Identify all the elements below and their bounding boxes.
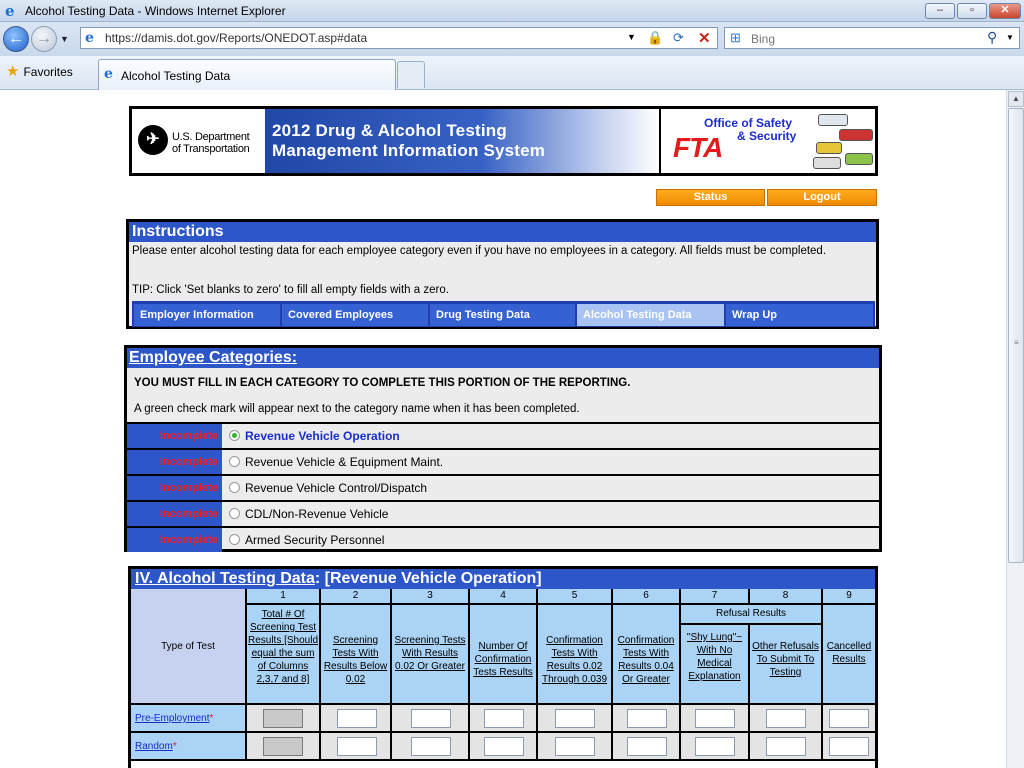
data-input[interactable] <box>337 737 377 756</box>
column-header-screening-below <box>321 605 392 705</box>
dot-name-line1: U.S. Department <box>172 131 250 143</box>
data-input[interactable] <box>627 737 667 756</box>
refusal-results-header: Refusal Results <box>681 605 823 625</box>
category-status: Incomplete <box>127 502 222 526</box>
alcohol-testing-heading <box>131 569 875 589</box>
green-check-note: A green check mark will appear next to the category name when it has been completed. <box>134 403 580 415</box>
table-cell <box>392 733 470 761</box>
category-name[interactable]: Armed Security Personnel <box>245 533 385 547</box>
category-radio[interactable] <box>229 456 240 467</box>
column-number: 6 <box>613 589 681 605</box>
category-radio[interactable] <box>229 430 240 441</box>
column-number: 3 <box>392 589 470 605</box>
total-screening-input <box>263 709 303 728</box>
page-icon: e <box>85 30 94 46</box>
table-cell <box>750 705 823 733</box>
new-tab-button[interactable] <box>397 61 425 88</box>
category-name[interactable]: Revenue Vehicle Operation <box>245 429 400 443</box>
column-number: 2 <box>321 589 392 605</box>
table-row-label <box>131 733 247 761</box>
scrollbar-thumb[interactable] <box>1008 108 1024 563</box>
logout-button[interactable]: Logout <box>767 189 877 206</box>
column-header-confirmation-greater <box>613 605 681 705</box>
data-input[interactable] <box>829 709 869 728</box>
table-cell <box>321 733 392 761</box>
tram-icon <box>845 153 873 165</box>
row-label-link[interactable]: Random <box>135 741 173 752</box>
refresh-icon[interactable]: ⟳ <box>673 30 684 45</box>
column-number: 8 <box>750 589 823 605</box>
table-cell <box>750 733 823 761</box>
data-input[interactable] <box>695 737 735 756</box>
column-header-other-refusals <box>750 625 823 705</box>
column-header-total-screening <box>247 605 321 705</box>
table-cell <box>681 705 750 733</box>
tab-drug-testing-data[interactable]: Drug Testing Data <box>430 304 577 326</box>
category-row[interactable] <box>127 448 879 474</box>
status-button[interactable]: Status <box>656 189 765 206</box>
table-cell <box>392 705 470 733</box>
data-input[interactable] <box>766 709 806 728</box>
category-row[interactable] <box>127 422 879 448</box>
category-row[interactable] <box>127 526 879 552</box>
minimize-button[interactable]: – <box>925 3 955 19</box>
tab-wrap-up[interactable]: Wrap Up <box>726 304 873 326</box>
window-title: Alcohol Testing Data - Windows Internet Explorer <box>25 4 286 18</box>
instructions-text: Please enter alcohol testing data for each employee category even if you have no employees in a category. All fields must be completed. <box>132 245 827 257</box>
category-radio[interactable] <box>229 534 240 545</box>
instructions-heading: Instructions <box>129 222 876 242</box>
scroll-up-icon[interactable]: ▲ <box>1008 91 1024 107</box>
column-header-text[interactable]: Confirmation Tests With Results 0.04 Or Greater <box>617 635 675 685</box>
column-header-text[interactable]: Screening Tests With Results Below 0.02 <box>323 635 388 685</box>
favorites-bar <box>0 56 1024 90</box>
row-label-link[interactable]: Pre-Employment <box>135 713 210 724</box>
tab-title: Alcohol Testing Data <box>121 69 231 83</box>
employee-categories-heading[interactable]: Employee Categories: <box>127 348 879 368</box>
data-input[interactable] <box>627 709 667 728</box>
type-of-test-header: Type of Test <box>131 589 247 705</box>
address-url[interactable]: https://damis.dot.gov/Reports/ONEDOT.asp#data <box>105 31 368 45</box>
tab-alcohol-testing-data[interactable]: Alcohol Testing Data <box>577 304 726 326</box>
column-header-screening-greater <box>392 605 470 705</box>
column-header-confirmation-range <box>538 605 613 705</box>
system-title-line1: 2012 Drug & Alcohol Testing <box>272 121 507 140</box>
stop-icon[interactable]: ✕ <box>698 30 711 47</box>
close-window-button[interactable]: ✕ <box>989 3 1021 19</box>
column-number: 4 <box>470 589 538 605</box>
category-radio[interactable] <box>229 482 240 493</box>
data-input[interactable] <box>411 737 451 756</box>
railcar-icon <box>813 157 841 169</box>
fta-wordmark: FTA <box>673 132 723 163</box>
column-header-text[interactable]: Cancelled Results <box>826 641 872 665</box>
table-cell <box>321 705 392 733</box>
table-cell <box>470 705 538 733</box>
column-number: 5 <box>538 589 613 605</box>
fta-office-line1: Office of Safety <box>704 116 793 130</box>
column-header-text[interactable]: "Shy Lung"~ With No Medical Explanation <box>686 632 743 682</box>
table-cell <box>613 733 681 761</box>
table-cell <box>538 705 613 733</box>
system-title-line2: Management Information System <box>272 141 546 160</box>
scroll-grip-icon: ≡ <box>1014 338 1019 347</box>
dot-logo <box>132 109 263 173</box>
required-marker: * <box>172 741 177 752</box>
category-name[interactable]: CDL/Non-Revenue Vehicle <box>245 507 389 521</box>
window-title-bar <box>0 0 1024 22</box>
dot-name-line2: of Transportation <box>172 143 250 155</box>
search-placeholder[interactable]: Bing <box>751 32 776 46</box>
data-input[interactable] <box>695 709 735 728</box>
category-status: Incomplete <box>127 450 222 474</box>
table-cell <box>247 733 321 761</box>
site-header-banner <box>129 106 878 176</box>
vertical-scrollbar[interactable] <box>1006 90 1024 768</box>
column-header-text[interactable]: Confirmation Tests With Results 0.02 Through 0.039 <box>541 635 608 685</box>
column-header-confirmation-count <box>470 605 538 705</box>
required-marker: * <box>209 713 214 724</box>
bus-icon <box>818 114 848 126</box>
van-icon <box>816 142 842 154</box>
data-input[interactable] <box>555 709 595 728</box>
total-screening-input <box>263 737 303 756</box>
maximize-button[interactable]: ▫ <box>957 3 987 19</box>
column-number: 7 <box>681 589 750 605</box>
train-icon <box>839 129 873 141</box>
fta-office-line2: & Security <box>737 129 797 143</box>
address-dropdown-icon[interactable]: ▼ <box>627 32 636 42</box>
category-name[interactable]: Revenue Vehicle & Equipment Maint. <box>245 455 444 469</box>
data-input[interactable] <box>484 737 524 756</box>
category-row[interactable] <box>127 500 879 526</box>
section-tabs <box>132 301 875 327</box>
data-input[interactable] <box>766 737 806 756</box>
column-header-text[interactable]: Screening Tests With Results 0.02 Or Greater <box>394 635 466 672</box>
instructions-panel <box>126 219 879 329</box>
column-header-text[interactable]: Total # Of Screening Test Results [Should equal the sum of Columns 2,3,7 and 8] <box>247 609 319 685</box>
category-radio[interactable] <box>229 508 240 519</box>
search-icon[interactable]: ⚲ <box>987 29 998 45</box>
table-cell <box>823 733 875 761</box>
back-button[interactable]: ← <box>3 26 29 52</box>
category-status: Incomplete <box>127 528 222 552</box>
category-name[interactable]: Revenue Vehicle Control/Dispatch <box>245 481 428 495</box>
dot-emblem-icon: ✈ <box>138 125 168 155</box>
alcohol-heading-link[interactable]: IV. Alcohol Testing Data <box>135 570 315 587</box>
browser-tab[interactable] <box>98 59 396 90</box>
page-content <box>0 90 1006 768</box>
fta-logo <box>659 109 875 173</box>
table-cell <box>247 705 321 733</box>
category-row[interactable] <box>127 474 879 500</box>
data-input[interactable] <box>555 737 595 756</box>
column-number: 9 <box>823 589 875 605</box>
data-input[interactable] <box>484 709 524 728</box>
category-status: Incomplete <box>127 476 222 500</box>
address-bar[interactable] <box>80 27 718 49</box>
table-cell <box>681 733 750 761</box>
must-fill-notice: YOU MUST FILL IN EACH CATEGORY TO COMPLETE THIS PORTION OF THE REPORTING. <box>134 377 631 389</box>
column-header-text[interactable]: Number Of Confirmation Tests Results <box>473 641 533 678</box>
table-cell <box>470 733 538 761</box>
table-cell <box>538 733 613 761</box>
favorites-button[interactable] <box>6 62 73 82</box>
history-dropdown-icon[interactable]: ▼ <box>60 34 69 44</box>
instructions-tip: TIP: Click 'Set blanks to zero' to fill all empty fields with a zero. <box>132 284 449 296</box>
employee-categories-panel <box>124 345 882 552</box>
data-input[interactable] <box>829 737 869 756</box>
tab-page-icon: e <box>104 66 113 82</box>
search-dropdown-icon[interactable]: ▼ <box>1006 33 1014 42</box>
column-header-text[interactable]: Other Refusals To Submit To Testing <box>752 641 819 678</box>
tab-employer-information[interactable]: Employer Information <box>134 304 282 326</box>
alcohol-heading-category: : [Revenue Vehicle Operation] <box>314 570 542 587</box>
alcohol-testing-panel <box>128 566 878 768</box>
lock-icon[interactable]: 🔒 <box>647 30 664 45</box>
column-header-cancelled <box>823 605 875 705</box>
table-cell <box>613 705 681 733</box>
tab-covered-employees[interactable]: Covered Employees <box>282 304 430 326</box>
table-row-label <box>131 705 247 733</box>
data-input[interactable] <box>337 709 377 728</box>
column-number: 1 <box>247 589 321 605</box>
address-toolbar <box>0 22 1024 56</box>
data-input[interactable] <box>411 709 451 728</box>
ie-logo-icon: e <box>5 2 15 20</box>
search-box[interactable] <box>724 27 1020 49</box>
column-header-shy-lung <box>681 625 750 705</box>
table-cell <box>823 705 875 733</box>
star-icon: ★ <box>6 63 20 80</box>
forward-button[interactable]: → <box>31 26 57 52</box>
category-status: Incomplete <box>127 424 222 448</box>
favorites-label: Favorites <box>23 65 73 79</box>
system-title-banner <box>265 109 659 173</box>
bing-icon: ⊞ <box>730 30 741 45</box>
